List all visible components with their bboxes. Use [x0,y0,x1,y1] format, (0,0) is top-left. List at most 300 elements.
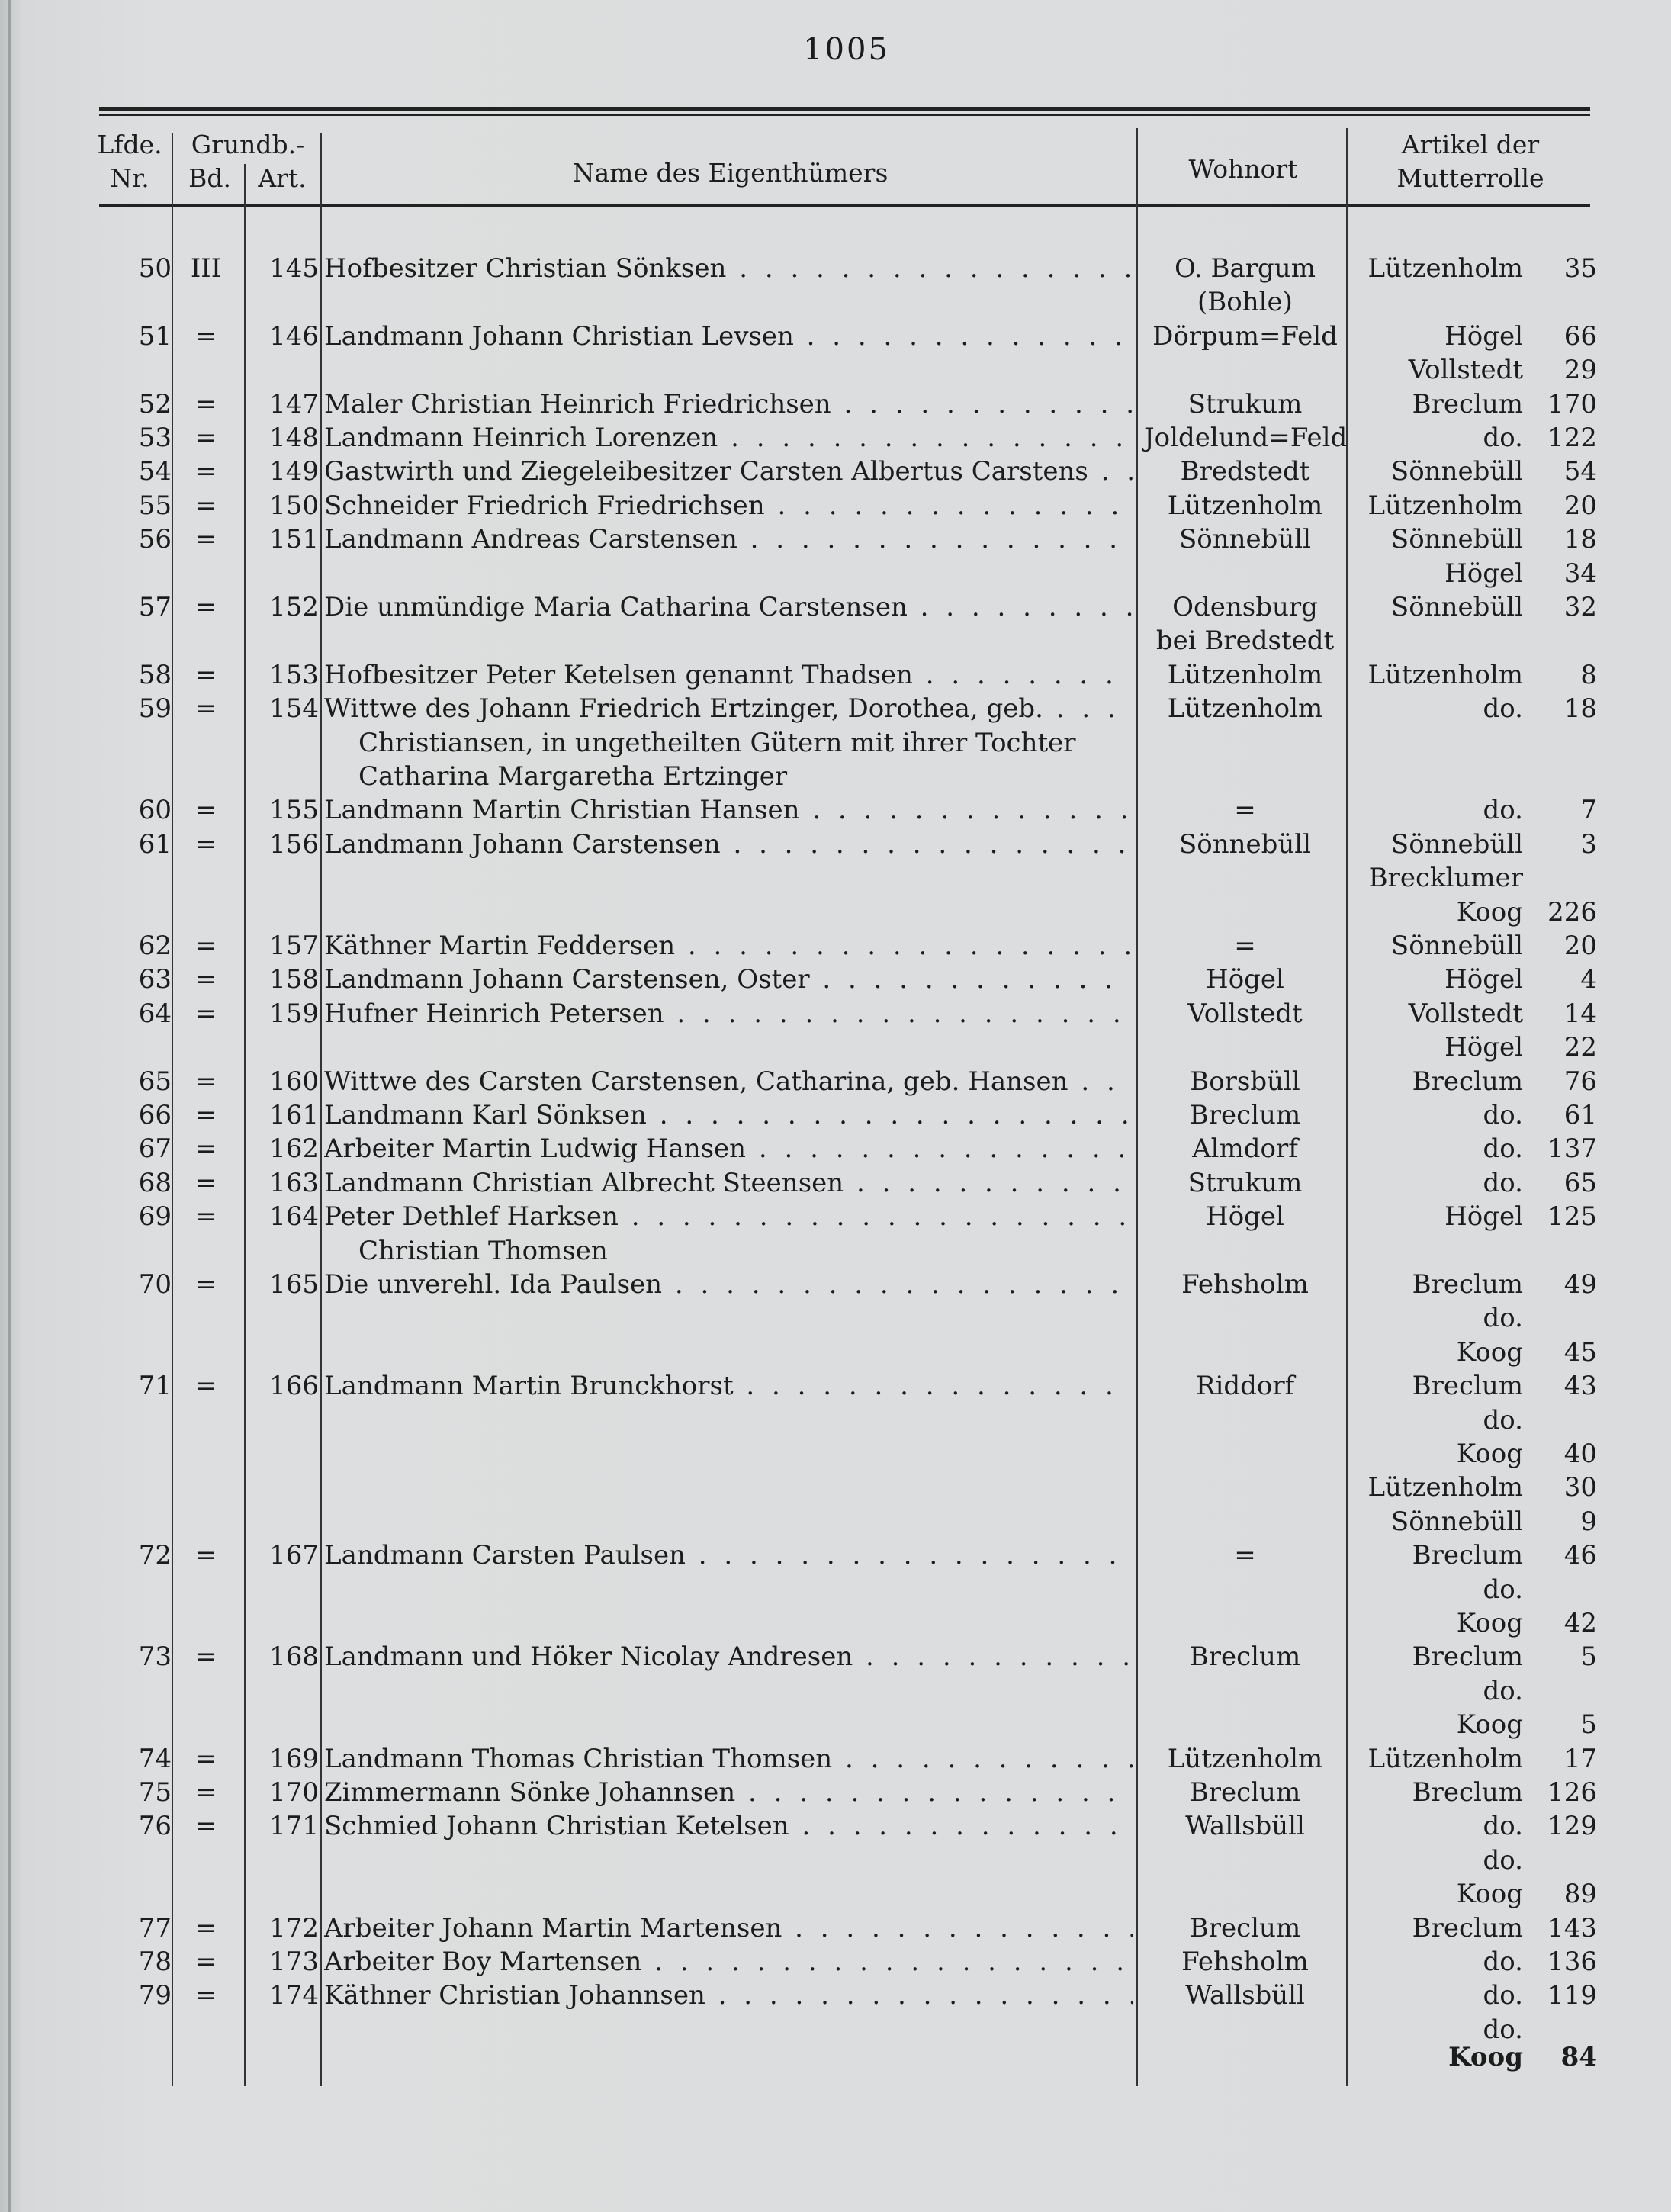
table-row [0,387,1671,421]
table-row [0,1674,1671,1708]
owner-name-cell: Landmann Carsten Paulsen . . . [324,1538,1133,1572]
grundbuch-band-cell: = [194,1100,217,1130]
grundbuch-artikel-cell: 162 [269,1133,319,1164]
wohnort-cell: Wallsbüll [1185,1980,1305,2011]
wohnort-cell: Sönnebüll [1178,829,1312,860]
mutterrolle-number-cell: 32 [1563,592,1597,622]
mutterrolle-place-cell: do. [1483,693,1523,724]
grundbuch-band-cell: = [194,1980,217,2011]
table-row [0,1268,1671,1301]
mutterrolle-place-cell: do. [1483,1303,1523,1333]
grundbuch-artikel-cell: 152 [269,592,319,622]
mutterrolle-number-cell: 20 [1563,931,1597,961]
mutterrolle-number-cell: 170 [1547,389,1597,420]
grundbuch-artikel-cell: 160 [269,1066,319,1097]
grundbuch-band-cell: III [190,253,222,284]
grundbuch-band-cell: = [194,931,217,961]
mutterrolle-number-cell: 45 [1563,1337,1597,1368]
lfd-number-cell: 76 [138,1811,172,1841]
table-row [0,1030,1671,1064]
table-row [0,828,1671,861]
mutterrolle-number-cell: 9 [1580,1506,1597,1537]
grundbuch-artikel-cell: 170 [269,1777,319,1808]
table-row [0,793,1671,827]
mutterrolle-place-cell: Lützenholm [1367,253,1523,284]
owner-name-cell: Arbeiter Johann Martin Martensen . . . [324,1911,1133,1945]
wohnort-cell: Lützenholm [1167,660,1323,690]
table-row [0,997,1671,1030]
lfd-number-cell: 73 [138,1641,172,1672]
mutterrolle-number-cell: 46 [1563,1540,1597,1571]
mutterrolle-number-cell: 3 [1580,829,1597,860]
owner-name-cell: Käthner Christian Johannsen . . . [324,1979,1133,2012]
header-bd: Bd. [188,163,231,193]
grundbuch-artikel-cell: 147 [269,389,319,420]
grundbuch-artikel-cell: 158 [269,964,319,995]
owner-name-cell: Arbeiter Boy Martensen . . . [324,1945,1133,1979]
table-row [0,285,1671,319]
table-row [0,1301,1671,1335]
header-lfde-line1: Lfde. [97,130,162,159]
mutterrolle-number-cell: 40 [1563,1439,1597,1469]
owner-name-cell: Landmann und Höker Nicolay Andresen . . . [324,1640,1133,1673]
owner-name-cell: Wittwe des Johann Friedrich Ertzinger, Dorothea, geb. . . . [324,692,1133,725]
lfd-number-cell: 66 [138,1100,172,1130]
mutterrolle-place-cell: do. [1483,1100,1523,1130]
grundbuch-artikel-cell: 169 [269,1744,319,1774]
owner-name-cell: Käthner Martin Feddersen . . . [324,929,1133,963]
wohnort-cell: Breclum [1189,1641,1301,1672]
owner-name-cell: Christian Thomsen [358,1236,608,1266]
mutterrolle-place-cell: do. [1483,1811,1523,1841]
mutterrolle-place-cell: Koog [1456,897,1523,928]
header-grundbuch: Grundb.- [191,130,305,159]
owner-name-cell: Landmann Christian Albrecht Steensen . . . [324,1166,1133,1200]
mutterrolle-number-cell: 4 [1580,964,1597,995]
grundbuch-band-cell: = [194,1269,217,1300]
lfd-number-cell: 61 [138,829,172,860]
wohnort-cell: Strukum [1187,1168,1303,1198]
mutterrolle-place-cell: Lützenholm [1367,1472,1523,1503]
grundbuch-band-cell: = [194,1641,217,1672]
mutterrolle-place-cell: Lützenholm [1367,660,1523,690]
grundbuch-band-cell: = [194,693,217,724]
final-mutterrolle-place: Koog [1448,2042,1523,2072]
lfd-number-cell: 59 [138,693,172,724]
table-row [0,1945,1671,1979]
owner-name-cell: Arbeiter Martin Ludwig Hansen . . . [324,1132,1133,1165]
owner-name-cell: Hofbesitzer Peter Ketelsen genannt Thadsen . . . [324,658,1133,692]
table-row [0,1166,1671,1200]
table-row [0,522,1671,556]
table-row [0,1471,1671,1504]
table-row [0,1979,1671,2012]
wohnort-cell: Breclum [1189,1777,1301,1808]
grundbuch-artikel-cell: 159 [269,998,319,1029]
owner-name-cell: Landmann Karl Sönksen . . . [324,1098,1133,1132]
table-row [0,760,1671,793]
header-wohnort: Wohnort [1188,154,1298,184]
wohnort-cell: Dörpum=Feld [1152,321,1338,352]
mutterrolle-number-cell: 8 [1580,660,1597,690]
mutterrolle-place-cell: Vollstedt [1408,355,1523,385]
table-row [0,1065,1671,1098]
grundbuch-band-cell: = [194,1744,217,1774]
header-artikel [1348,128,1592,195]
grundbuch-band-cell: = [194,1066,217,1097]
table-row [0,1742,1671,1776]
lfd-number-cell: 77 [138,1913,172,1944]
mutterrolle-place-cell: Sönnebüll [1390,592,1523,622]
mutterrolle-place-cell: do. [1483,1947,1523,1977]
owner-name-cell: Schmied Johann Christian Ketelsen . . . [324,1809,1133,1843]
mutterrolle-place-cell: do. [1483,1845,1523,1876]
wohnort-cell: Strukum [1187,389,1303,420]
header-artikel-line2: Mutterrolle [1396,163,1544,193]
mutterrolle-place-cell: Breclum [1412,1641,1523,1672]
mutterrolle-number-cell: 7 [1580,795,1597,825]
table-row [0,1606,1671,1640]
mutterrolle-place-cell: Breclum [1412,1913,1523,1944]
grundbuch-band-cell: = [194,524,217,555]
mutterrolle-place-cell: Brecklumer [1368,863,1523,893]
mutterrolle-place-cell: Sönnebüll [1390,1506,1523,1537]
grundbuch-artikel-cell: 150 [269,490,319,521]
mutterrolle-place-cell: Högel [1444,1201,1523,1232]
wohnort-cell: Vollstedt [1187,998,1303,1029]
wohnort-cell: Fehsholm [1181,1269,1309,1300]
mutterrolle-number-cell: 137 [1547,1133,1597,1164]
lfd-number-cell: 63 [138,964,172,995]
wohnort-cell: Bredstedt [1180,456,1310,487]
lfd-number-cell: 67 [138,1133,172,1164]
table-row [0,1200,1671,1233]
mutterrolle-place-cell: Breclum [1412,1269,1523,1300]
mutterrolle-number-cell: 18 [1563,524,1597,555]
table-row [0,353,1671,387]
grundbuch-artikel-cell: 166 [269,1371,319,1401]
mutterrolle-place-cell: do. [1483,795,1523,825]
wohnort-cell: Joldelund=Feld [1144,423,1348,453]
wohnort-cell: Breclum [1189,1913,1301,1944]
mutterrolle-place-cell: do. [1483,1676,1523,1706]
grundbuch-artikel-cell: 151 [269,524,319,555]
table-row [0,1505,1671,1538]
table-row [0,692,1671,725]
header-art: Art. [258,163,307,193]
table-row [0,1877,1671,1911]
lfd-number-cell: 56 [138,524,172,555]
lfd-number-cell: 78 [138,1947,172,1977]
lfd-number-cell: 69 [138,1201,172,1232]
owner-name-cell: Wittwe des Carsten Carstensen, Catharina, geb. Hansen . . . [324,1065,1133,1098]
table-row [0,895,1671,929]
grundbuch-artikel-cell: 174 [269,1980,319,2011]
lfd-number-cell: 68 [138,1168,172,1198]
grundbuch-band-cell: = [194,592,217,622]
table-row [0,1336,1671,1369]
mutterrolle-place-cell: Lützenholm [1367,490,1523,521]
wohnort-cell: (Bohle) [1197,287,1293,317]
wohnort-cell: Högel [1206,1201,1284,1232]
grundbuch-artikel-cell: 172 [269,1913,319,1944]
table-row [0,1369,1671,1403]
mutterrolle-place-cell: Vollstedt [1408,998,1523,1029]
mutterrolle-number-cell: 125 [1547,1201,1597,1232]
wohnort-cell: Lützenholm [1167,1744,1323,1774]
lfd-number-cell: 53 [138,423,172,453]
wohnort-cell: Borsbüll [1190,1066,1300,1097]
owner-name-cell: Landmann Johann Christian Levsen . . . [324,320,1133,353]
owner-name-cell: Landmann Thomas Christian Thomsen . . . [324,1742,1133,1776]
wohnort-cell: bei Bredstedt [1155,625,1335,656]
mutterrolle-place-cell: Högel [1444,1032,1523,1063]
lfd-number-cell: 50 [138,253,172,284]
grundbuch-band-cell: = [194,423,217,453]
table-row [0,1538,1671,1572]
grundbuch-band-cell: = [194,1540,217,1571]
table-row [0,624,1671,657]
grundbuch-band-cell: = [194,964,217,995]
grundbuch-band-cell: = [194,321,217,352]
owner-name-cell: Die unmündige Maria Catharina Carstensen . . . [324,590,1133,624]
table-row [0,1911,1671,1945]
table-row [0,861,1671,895]
lfd-number-cell: 79 [138,1980,172,2011]
table-row [0,252,1671,285]
header-artikel-line1: Artikel der [1401,130,1540,159]
mutterrolle-number-cell: 226 [1547,897,1597,928]
owner-name-cell: Hufner Heinrich Petersen . . . [324,997,1133,1030]
table-row [0,320,1671,353]
mutterrolle-place-cell: Breclum [1412,1371,1523,1401]
mutterrolle-number-cell: 22 [1563,1032,1597,1063]
lfd-number-cell: 65 [138,1066,172,1097]
table-row [0,557,1671,590]
mutterrolle-number-cell: 143 [1547,1913,1597,1944]
mutterrolle-number-cell: 18 [1563,693,1597,724]
owner-name-cell: Landmann Johann Carstensen, Oster . . . [324,963,1133,996]
wohnort-cell: Högel [1206,964,1284,995]
mutterrolle-place-cell: Koog [1456,1337,1523,1368]
owner-name-cell: Christiansen, in ungetheilten Gütern mit ihrer Tochter [358,728,1076,758]
mutterrolle-place-cell: Koog [1456,1709,1523,1740]
table-row [0,1573,1671,1606]
lfd-number-cell: 60 [138,795,172,825]
grundbuch-artikel-cell: 171 [269,1811,319,1841]
grundbuch-band-cell: = [194,389,217,420]
grundbuch-band-cell: = [194,490,217,521]
grundbuch-artikel-cell: 173 [269,1947,319,1977]
mutterrolle-number-cell: 43 [1563,1371,1597,1401]
wohnort-cell: Odensburg [1172,592,1318,622]
grundbuch-band-cell: = [194,1201,217,1232]
lfd-number-cell: 57 [138,592,172,622]
wohnort-cell: = [1234,795,1256,825]
mutterrolle-place-cell: Breclum [1412,1066,1523,1097]
mutterrolle-number-cell: 29 [1563,355,1597,385]
owner-name-cell: Landmann Heinrich Lorenzen . . . [324,421,1133,455]
top-rule-thin [99,114,1590,116]
lfd-number-cell: 70 [138,1269,172,1300]
mutterrolle-number-cell: 49 [1563,1269,1597,1300]
mutterrolle-place-cell: Sönnebüll [1390,829,1523,860]
table-row [0,1437,1671,1471]
mutterrolle-place-cell: Högel [1444,321,1523,352]
grundbuch-band-cell: = [194,998,217,1029]
grundbuch-artikel-cell: 157 [269,931,319,961]
mutterrolle-number-cell: 122 [1547,423,1597,453]
table-row [0,455,1671,488]
mutterrolle-number-cell: 126 [1547,1777,1597,1808]
table-row [0,1403,1671,1437]
mutterrolle-place-cell: Lützenholm [1367,1744,1523,1774]
mutterrolle-number-cell: 89 [1563,1879,1597,1909]
lfd-number-cell: 74 [138,1744,172,1774]
grundbuch-band-cell: = [194,1811,217,1841]
grundbuch-band-cell: = [194,1168,217,1198]
table-row [0,658,1671,692]
table-row [0,489,1671,522]
lfd-number-cell: 71 [138,1371,172,1401]
owner-name-cell: Landmann Martin Christian Hansen . . . [324,793,1133,827]
owner-name-cell: Gastwirth und Ziegeleibesitzer Carsten Albertus Carstens . . . [324,455,1133,488]
mutterrolle-number-cell: 61 [1563,1100,1597,1130]
mutterrolle-place-cell: do. [1483,1168,1523,1198]
header-name: Name des Eigenthümers [572,158,889,188]
owner-name-cell: Landmann Andreas Carstensen . . . [324,522,1133,556]
grundbuch-artikel-cell: 163 [269,1168,319,1198]
owner-name-cell: Landmann Martin Brunckhorst . . . [324,1369,1133,1403]
table-row [0,1708,1671,1741]
mutterrolle-number-cell: 54 [1563,456,1597,487]
mutterrolle-place-cell: Breclum [1412,1540,1523,1571]
wohnort-cell: Lützenholm [1167,490,1323,521]
grundbuch-band-cell: = [194,829,217,860]
wohnort-cell: Sönnebüll [1178,524,1312,555]
mutterrolle-place-cell: Högel [1444,558,1523,589]
wohnort-cell: Lützenholm [1167,693,1323,724]
owner-name-cell: Hofbesitzer Christian Sönksen . . . [324,252,1133,285]
mutterrolle-number-cell: 5 [1580,1641,1597,1672]
mutterrolle-place-cell: do. [1483,1405,1523,1436]
grundbuch-artikel-cell: 154 [269,693,319,724]
grundbuch-artikel-cell: 146 [269,321,319,352]
owner-name-cell: Die unverehl. Ida Paulsen . . . [324,1268,1133,1301]
mutterrolle-number-cell: 30 [1563,1472,1597,1503]
mutterrolle-number-cell: 136 [1547,1947,1597,1977]
grundbuch-artikel-cell: 156 [269,829,319,860]
table-row [0,726,1671,760]
mutterrolle-place-cell: do. [1483,2014,1523,2045]
owner-name-cell: Landmann Johann Carstensen . . . [324,828,1133,861]
grundbuch-artikel-cell: 167 [269,1540,319,1571]
mutterrolle-number-cell: 76 [1563,1066,1597,1097]
table-row [0,1234,1671,1268]
lfd-number-cell: 75 [138,1777,172,1808]
mutterrolle-number-cell: 5 [1580,1709,1597,1740]
mutterrolle-number-cell: 17 [1563,1744,1597,1774]
grundbuch-band-cell: = [194,456,217,487]
mutterrolle-place-cell: Breclum [1412,389,1523,420]
wohnort-cell: Breclum [1189,1100,1301,1130]
table-row [0,1098,1671,1132]
grundbuch-band-cell: = [194,660,217,690]
mutterrolle-place-cell: do. [1483,1574,1523,1605]
table-row [0,590,1671,624]
mutterrolle-number-cell: 119 [1547,1980,1597,2011]
owner-name-cell: Schneider Friedrich Friedrichsen . . . [324,489,1133,522]
grundbuch-artikel-cell: 149 [269,456,319,487]
header-lfde-line2: Nr. [110,163,149,193]
final-mutterrolle-number: 84 [1560,2042,1597,2072]
grundbuch-band-cell: = [194,795,217,825]
mutterrolle-number-cell: 14 [1563,998,1597,1029]
wohnort-cell: Almdorf [1192,1133,1298,1164]
grundbuch-band-cell: = [194,1133,217,1164]
mutterrolle-number-cell: 35 [1563,253,1597,284]
grundbuch-artikel-cell: 153 [269,660,319,690]
lfd-number-cell: 54 [138,456,172,487]
mutterrolle-place-cell: do. [1483,1133,1523,1164]
mutterrolle-place-cell: Koog [1456,1608,1523,1638]
grundbuch-artikel-cell: 148 [269,423,319,453]
table-row [0,1132,1671,1165]
mutterrolle-number-cell: 65 [1563,1168,1597,1198]
grundbuch-artikel-cell: 155 [269,795,319,825]
lfd-number-cell: 64 [138,998,172,1029]
table-row [0,929,1671,963]
mutterrolle-place-cell: do. [1483,1980,1523,2011]
wohnort-cell: = [1234,931,1256,961]
grundbuch-band-cell: = [194,1913,217,1944]
table-row [0,963,1671,996]
grundbuch-band-cell: = [194,1947,217,1977]
wohnort-cell: Fehsholm [1181,1947,1309,1977]
page-number: 1005 [803,32,890,67]
table-row [0,421,1671,455]
wohnort-cell: O. Bargum [1175,253,1316,284]
mutterrolle-place-cell: Koog [1456,1439,1523,1469]
grundbuch-artikel-cell: 165 [269,1269,319,1300]
table-row [0,1776,1671,1809]
mutterrolle-place-cell: Högel [1444,964,1523,995]
lfd-number-cell: 62 [138,931,172,961]
grundbuch-artikel-cell: 145 [269,253,319,284]
lfd-number-cell: 55 [138,490,172,521]
header-lfde-nr [88,128,172,195]
grundbuch-band-cell: = [194,1777,217,1808]
table-row [0,1809,1671,1843]
grundbuch-band-cell: = [194,1371,217,1401]
mutterrolle-number-cell: 20 [1563,490,1597,521]
mutterrolle-place-cell: Breclum [1412,1777,1523,1808]
owner-name-cell: Maler Christian Heinrich Friedrichsen . . . [324,387,1133,421]
mutterrolle-place-cell: Sönnebüll [1390,456,1523,487]
owner-name-cell: Zimmermann Sönke Johannsen . . . [324,1776,1133,1809]
mutterrolle-number-cell: 34 [1563,558,1597,589]
lfd-number-cell: 52 [138,389,172,420]
mutterrolle-place-cell: Koog [1456,1879,1523,1909]
mutterrolle-number-cell: 129 [1547,1811,1597,1841]
wohnort-cell: Wallsbüll [1185,1811,1305,1841]
grundbuch-artikel-cell: 161 [269,1100,319,1130]
mutterrolle-place-cell: Sönnebüll [1390,931,1523,961]
lfd-number-cell: 51 [138,321,172,352]
owner-name-cell: Catharina Margaretha Ertzinger [358,761,788,792]
lfd-number-cell: 72 [138,1540,172,1571]
mutterrolle-number-cell: 42 [1563,1608,1597,1638]
